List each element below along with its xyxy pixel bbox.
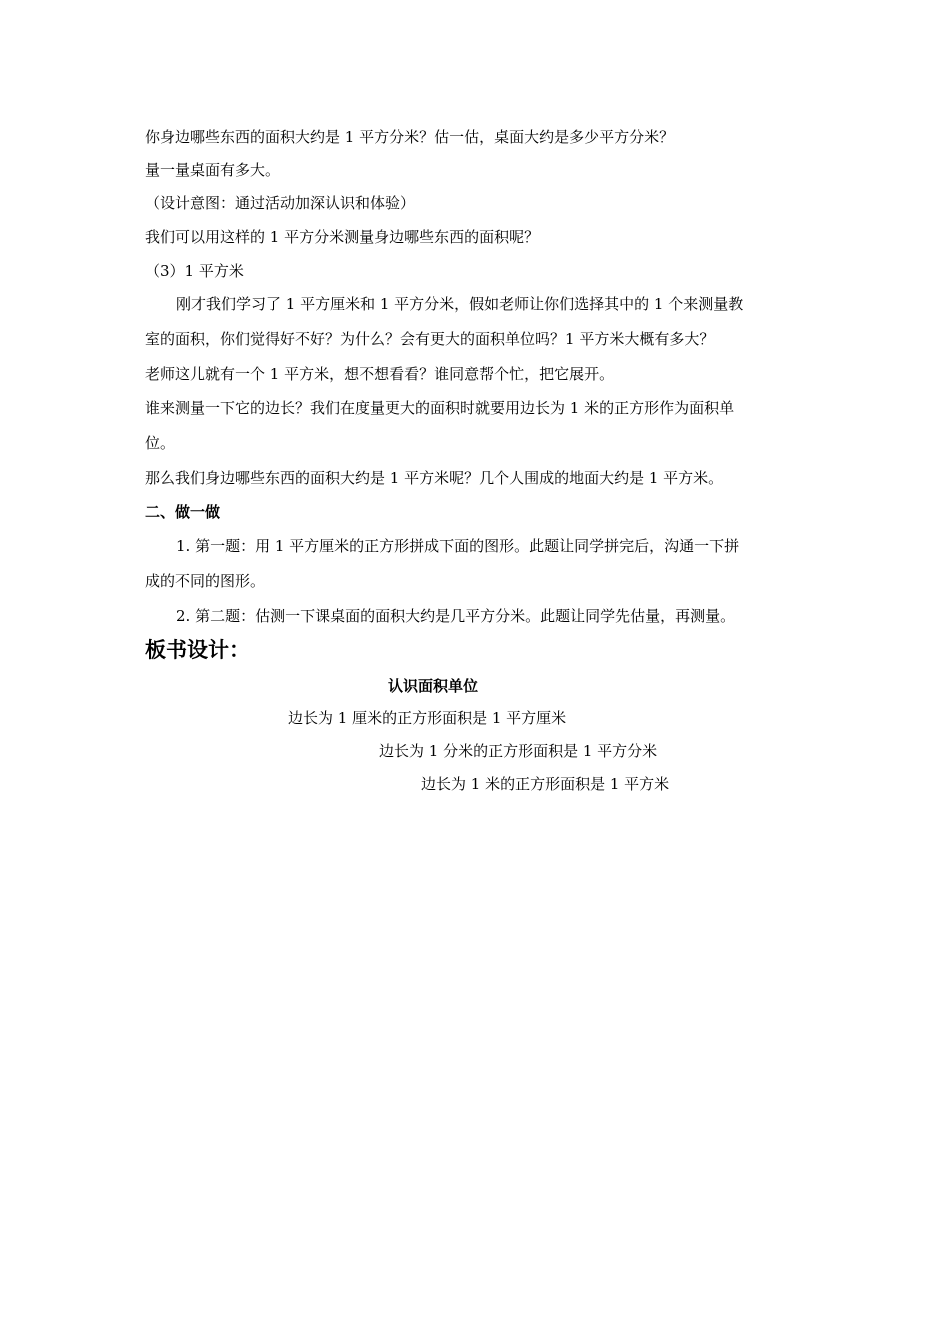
board-design-heading: 板书设计： [145, 638, 250, 662]
subheading-square-meter: （3）1 平方米 [145, 262, 244, 280]
board-line-square-m: 边长为 1 米的正方形面积是 1 平方米 [421, 775, 670, 793]
board-line-square-cm: 边长为 1 厘米的正方形面积是 1 平方厘米 [288, 709, 567, 727]
paragraph-design-intent: （设计意图：通过活动加深认识和体验） [145, 194, 416, 212]
paragraph-larger-unit-1: 刚才我们学习了 1 平方厘米和 1 平方分米，假如老师让你们选择其中的 1 个来测量教 [176, 295, 744, 313]
paragraph-side-length-1: 谁来测量一下它的边长？我们在度量更大的面积时就要用边长为 1 米的正方形作为面积单 [145, 399, 735, 417]
exercise-2: 2. 第二题：估测一下课桌面的面积大约是几平方分米。此题让同学先估量，再测量。 [176, 607, 736, 625]
section-heading-practice: 二、做一做 [145, 503, 221, 521]
paragraph-examples: 那么我们身边哪些东西的面积大约是 1 平方米呢？几个人围成的地面大约是 1 平方米。 [145, 469, 724, 487]
paragraph-side-length-2: 位。 [145, 434, 176, 452]
paragraph-show-square-meter: 老师这儿就有一个 1 平方米，想不想看看？谁同意帮个忙，把它展开。 [145, 365, 615, 383]
exercise-1-line-2: 成的不同的图形。 [145, 572, 266, 590]
paragraph-larger-unit-2: 室的面积，你们觉得好不好？为什么？会有更大的面积单位吗？1 平方米大概有多大？ [145, 330, 715, 348]
paragraph-estimate-question: 你身边哪些东西的面积大约是 1 平方分米？估一估，桌面大约是多少平方分米？ [145, 128, 675, 146]
paragraph-measure-desk: 量一量桌面有多大。 [145, 161, 281, 179]
exercise-1-line-1: 1. 第一题：用 1 平方厘米的正方形拼成下面的图形。此题让同学拼完后，沟通一下拼 [176, 537, 740, 555]
paragraph-measure-question: 我们可以用这样的 1 平方分米测量身边哪些东西的面积呢？ [145, 228, 540, 246]
board-title: 认识面积单位 [388, 677, 479, 695]
board-line-square-dm: 边长为 1 分米的正方形面积是 1 平方分米 [379, 742, 658, 760]
